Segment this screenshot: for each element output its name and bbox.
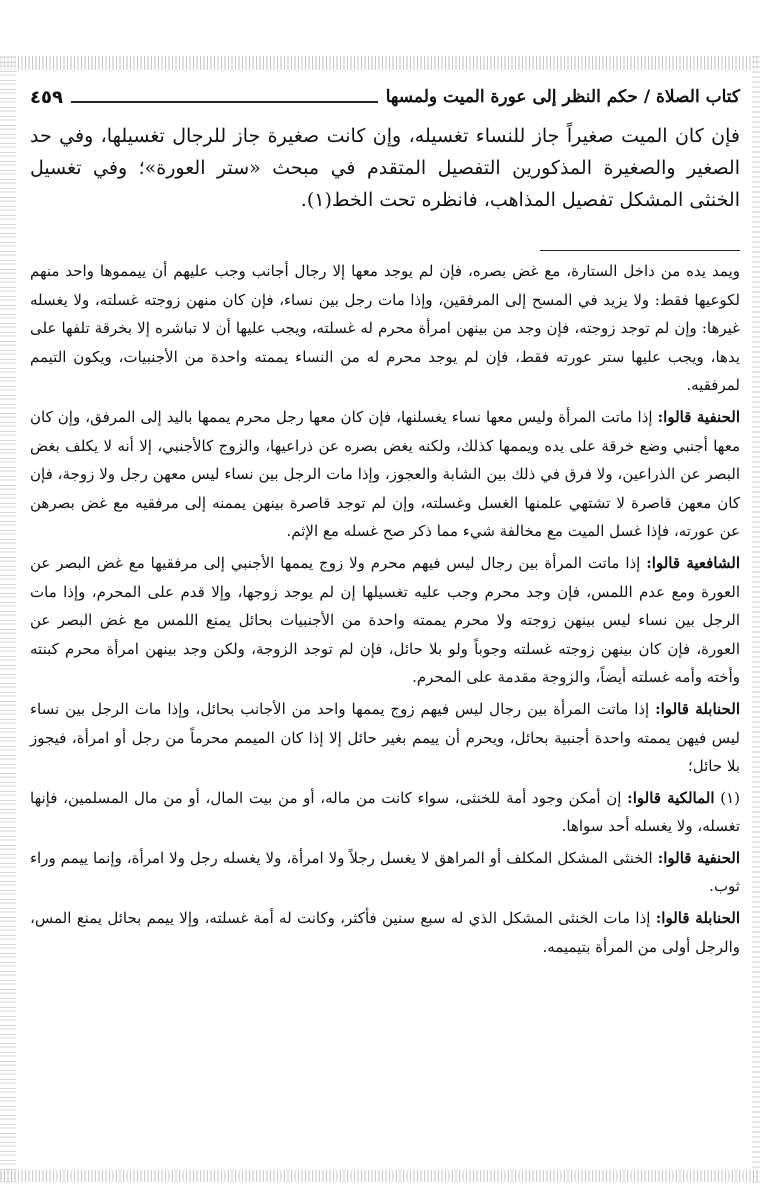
header-rule	[71, 101, 378, 103]
school-label-hanabila-2: الحنابلة قالوا:	[655, 909, 740, 928]
page-header	[30, 80, 740, 114]
school-label-hanabila: الحنابلة قالوا:	[655, 699, 740, 718]
school-text-hanabila: إذا ماتت المرأة بين رجال ليس فيهم زوج يممها واحد من الأجانب بحائل، وإذا مات الرجل بين نساء ليس فيهن يممته واحدة أجنبية بحائل، ويحرم أن ييمم بغير حائل إلا إذا كان الميمم محرماً من رجل أو امرأة، فيجوز بلا حائل؛	[30, 699, 740, 776]
running-title: كتاب الصلاة / حكم النظر إلى عورة الميت ولمسها	[385, 87, 740, 107]
school-text-shafiiyya: إذا ماتت المرأة بين رجال ليس فيهم محرم ولا زوج يممها الأجنبي إلى مرفقيها مع غض البصر عن العورة ومع عدم اللمس، فإن وجد محرم وجب عليه تغسيلها إن لم يوجد زوجها، وإلا قدم على المحرم، وإذا مات الرجل بين نساء ليس بينهن زوجته ولا محرم يممته واحدة من الأجنبيات بحائل يمنع اللمس مع غض البصر عن العورة، فإن كان بينهن زوجته غسلته وجوباً ولو بلا حائل، فإن لم توجد الزوجة، ولكن وجد بينهن امرأة محرم كبنته وأخته وأمه غسلته أيضاً، والزوجة مقدمة على المحرم.	[30, 553, 740, 687]
footnote-separator	[540, 250, 740, 251]
footnote-hanabila-khuntha	[30, 904, 740, 961]
decorative-border-left	[0, 56, 16, 1186]
decorative-border-right	[752, 56, 760, 1186]
school-label-hanafiyya: الحنفية قالوا:	[657, 407, 740, 426]
footnote-hanabila	[30, 695, 740, 781]
page-number: ٤٥٩	[30, 86, 63, 108]
book-page	[30, 80, 740, 961]
footnotes	[30, 257, 740, 961]
decorative-border-top	[0, 56, 760, 70]
school-text-hanafiyya: إذا ماتت المرأة وليس معها نساء يغسلنها، فإن كان معها رجل محرم يممها باليد إلى المرفق، وإن كان معها أجنبي وضع خرقة على يده ويممها كذلك، ولكنه يغض بصره عن ذراعيها، والزوج كالأجنبي، إلا أنه لا يكلف بغض البصر عن الذراعين، ولا فرق في ذلك بين الشابة والعجوز، وإذا مات الرجل بين نساء ليس معهن رجل ولا زوجة، فإن كان معهن قاصرة لا تشتهي علمنها الغسل وغسلته، وإن لم توجد قاصرة بينهن يممنه إلى مرفقيه مع غض بصرهن عن عورته، فإذا غسل الميت مع مخالفة شيء مما ذكر صح غسله مع الإثم.	[30, 407, 740, 541]
main-paragraph: فإن كان الميت صغيراً جاز للنساء تغسيله، وإن كانت صغيرة جاز للرجال تغسيلها، وفي حد الصغير والصغيرة المذكورين التفصيل المتقدم في مبحث «ستر العورة»؛ وفي تغسيل الخنثى المشكل تفصيل المذاهب، فانظره تحت الخط(١).	[30, 125, 740, 211]
decorative-border-bottom	[0, 1170, 760, 1182]
footnote-marker: (١)	[720, 788, 740, 807]
main-text	[30, 120, 740, 216]
footnote-hanafiyya-khuntha	[30, 844, 740, 901]
school-label-hanafiyya-2: الحنفية قالوا:	[657, 848, 741, 867]
school-label-shafiiyya: الشافعية قالوا:	[646, 553, 740, 572]
school-text-hanabila-2: إذا مات الخنثى المشكل الذي له سبع سنين فأكثر، وكانت له أمة غسلته، وإلا ييمم بحائل يمنع المس، والرجل أولى من المرأة بتيميمه.	[30, 909, 740, 956]
footnote-continuation: ويمد يده من داخل الستارة، مع غض بصره، فإن لم يوجد معها إلا رجال أجانب وجب عليهم أن ييمموها واحد منهم لكوعيها فقط: ولا يزيد في المسح إلى المرفقين، وإذا مات رجل بين نساء، فإن كان منهن زوجته غسلته، ولا يغسله غيرها: وإن لم توجد زوجته، فإن وجد من بينهن امرأة محرم له غسلته، ويجب عليها أن لا تباشره إلا بخرقة تلفها على يدها، ويجب عليها ستر عورته فقط، فإن لم يوجد محرم له من النساء يممته واحدة من الأجنبيات، ويكون التيمم لمرفقيه.	[30, 262, 740, 395]
school-label-malikiyya: المالكية قالوا:	[627, 788, 715, 807]
school-text-hanafiyya-2: الخنثى المشكل المكلف أو المراهق لا يغسل رجلاً ولا امرأة، ولا يغسله رجل ولا امرأة، وإنما ييمم وراء ثوب.	[30, 848, 740, 896]
footnote-note1-malikiyya	[30, 784, 740, 841]
footnote-hanafiyya	[30, 403, 740, 546]
footnote-shafiiyya	[30, 549, 740, 692]
school-text-malikiyya: إن أمكن وجود أمة للخنثى، سواء كانت من ماله، أو من بيت المال، أو من مال المسلمين، فإنها تغسله، ولا يغسله أحد سواها.	[30, 788, 740, 836]
